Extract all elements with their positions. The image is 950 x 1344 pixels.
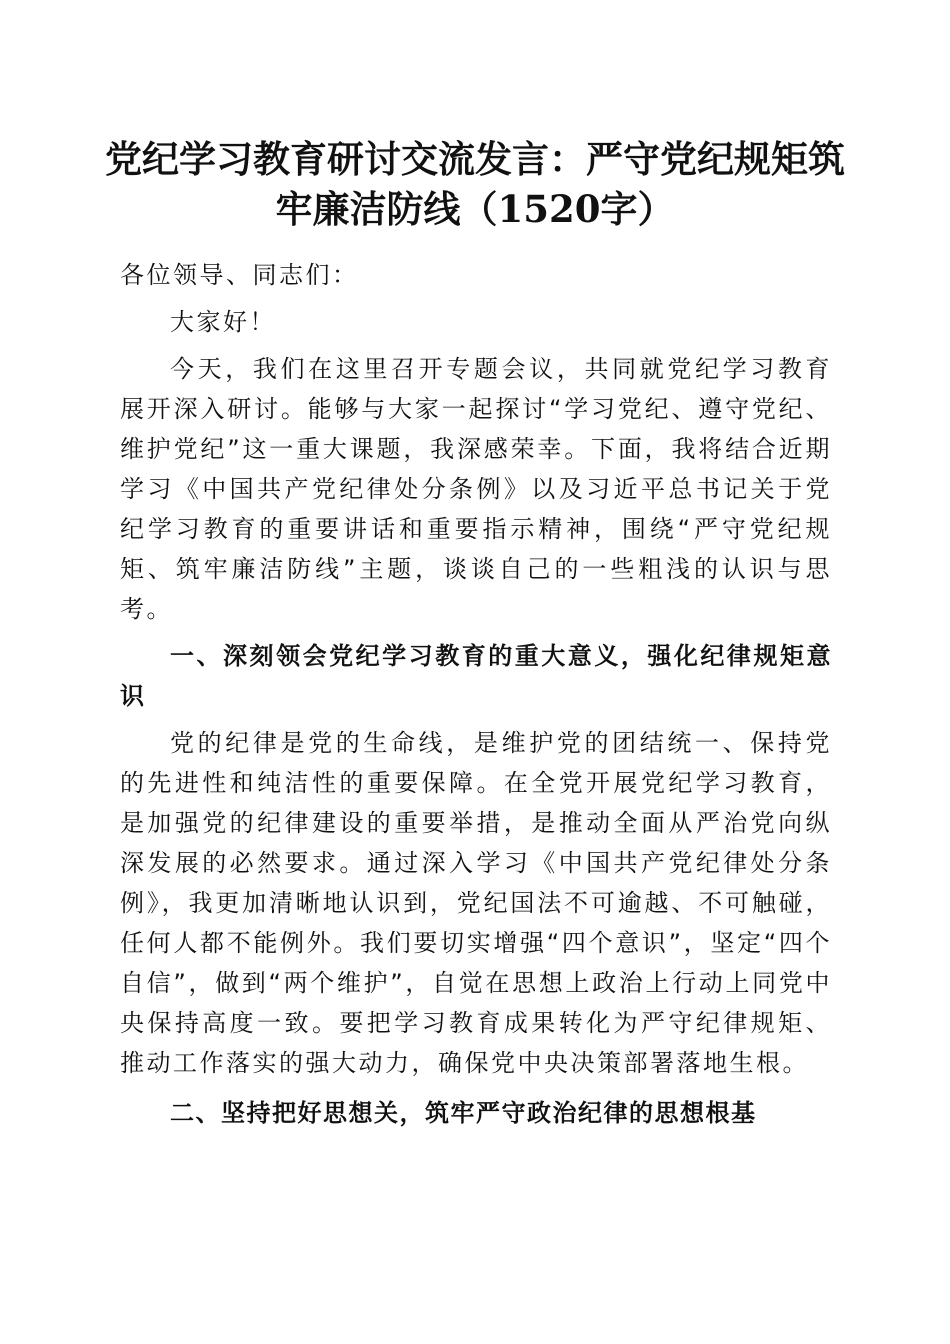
section-one-paragraph: 党的纪律是党的生命线，是维护党的团结统一、保持党的先进性和纯洁性的重要保障。在全党开展党纪学习教育，是加强党的纪律建设的重要举措，是推动全面从严治党向纵深发展的必然要求。通过深入学习《中国共产党纪律处分条例》，我更加清晰地认识到，党纪国法不可逾越、不可触碰，任何人都不能例外。我们要切实增强“四个意识”，坚定“四个自信”，做到“两个维护”，自觉在思想上政治上行动上同党中央保持高度一致。要把学习教育成果转化为严守纪律规矩、推动工作落实的强大动力，确保党中央决策部署落地生根。 [120, 729, 832, 1077]
greeting: 大家好！ [170, 308, 276, 336]
salutation: 各位领导、同志们： [120, 261, 359, 289]
intro-paragraph: 今天，我们在这里召开专题会议，共同就党纪学习教育展开深入研讨。能够与大家一起探讨“学习党纪、遵守党纪、维护党纪”这一重大课题，我深感荣幸。下面，我将结合近期学习《中国共产党纪律处分条例》以及习近平总书记关于党纪学习教育的重要讲话和重要指示精神，围绕“严守党纪规矩、筑牢廉洁防线”主题，谈谈自己的一些粗浅的认识与思考。 [120, 355, 832, 623]
document-body [120, 255, 832, 1140]
section-one-heading: 一、深刻领会党纪学习教育的重大意义，强化纪律规矩意识 [120, 642, 832, 710]
document-title: 党纪学习教育研讨交流发言：严守党纪规矩筑牢廉洁防线（1520字） [105, 137, 845, 231]
section-two-heading: 二、坚持把好思想关，筑牢严守政治纪律的思想根基 [170, 1099, 757, 1127]
